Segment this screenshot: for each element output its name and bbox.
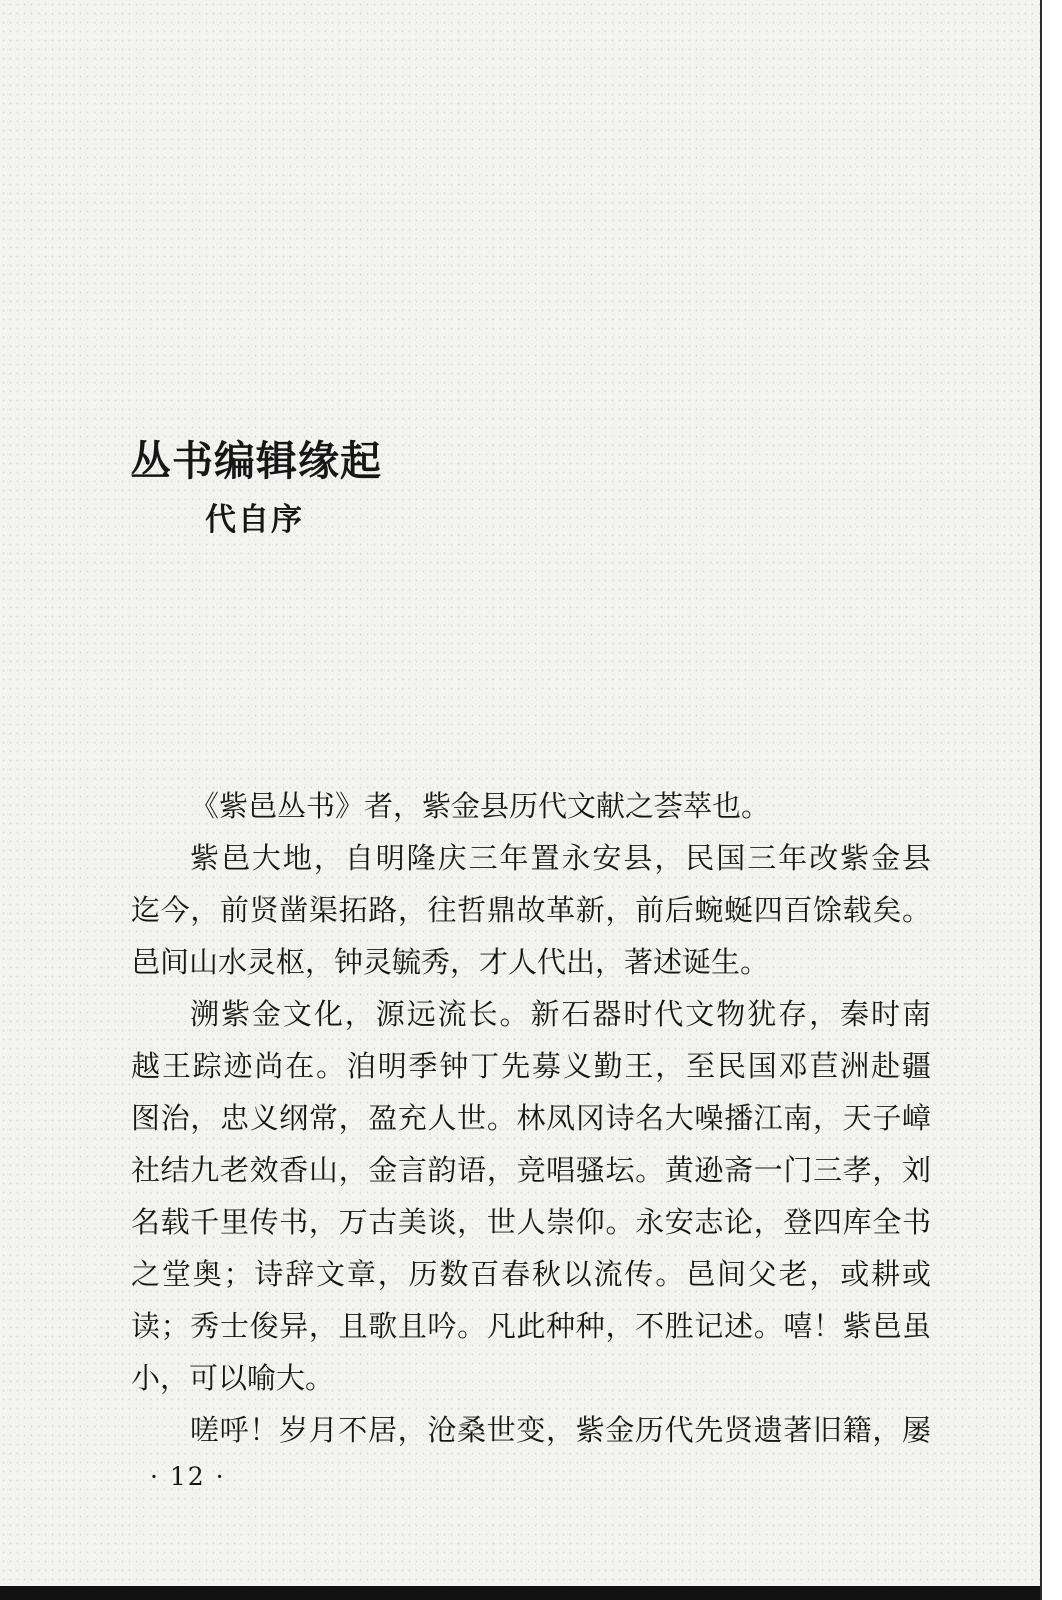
text-line: 读；秀士俊异，且歌且吟。凡此种种，不胜记述。嘻！紫邑虽 [131,1309,931,1343]
text-line: 邑间山水灵枢，钟灵毓秀，才人代出，著述诞生。 [131,945,770,979]
text-line: 名载千里传书，万古美谈，世人崇仰。永安志论，登四库全书 [131,1205,931,1239]
text-line: 紫邑大地，自明隆庆三年置永安县，民国三年改紫金县 [190,841,931,875]
text-line: 迄今，前贤凿渠拓路，往哲鼎故革新，前后蜿蜒四百馀载矣。 [131,893,931,927]
chapter-subtitle: 代自序 [205,502,304,538]
page-edge-right [1040,0,1062,1600]
text-line: 社结九老效香山，金言韵语，竞唱骚坛。黄逊斋一门三孝，刘 [131,1153,931,1187]
text-line: 溯紫金文化，源远流长。新石器时代文物犹存，秦时南 [190,997,931,1031]
page-number: · 12 · [150,1462,226,1491]
text-line: 嗟呼！岁月不居，沧桑世变，紫金历代先贤遗著旧籍，屡 [190,1413,931,1447]
text-line: 小，可以喻大。 [131,1361,335,1395]
text-line: 图治，忠义纲常，盈充人世。林凤冈诗名大噪播江南，天子嶂 [131,1101,931,1135]
text-line: 之堂奥；诗辞文章，历数百春秋以流传。邑间父老，或耕或 [131,1257,931,1291]
page-edge-bottom [0,1586,1040,1600]
chapter-title: 丛书编辑缘起 [130,437,382,485]
text-line: 越王踪迹尚在。洎明季钟丁先募义勤王，至民国邓苣洲赴疆 [131,1049,931,1083]
text-line: 《紫邑丛书》者，紫金县历代文献之荟萃也。 [190,789,771,823]
